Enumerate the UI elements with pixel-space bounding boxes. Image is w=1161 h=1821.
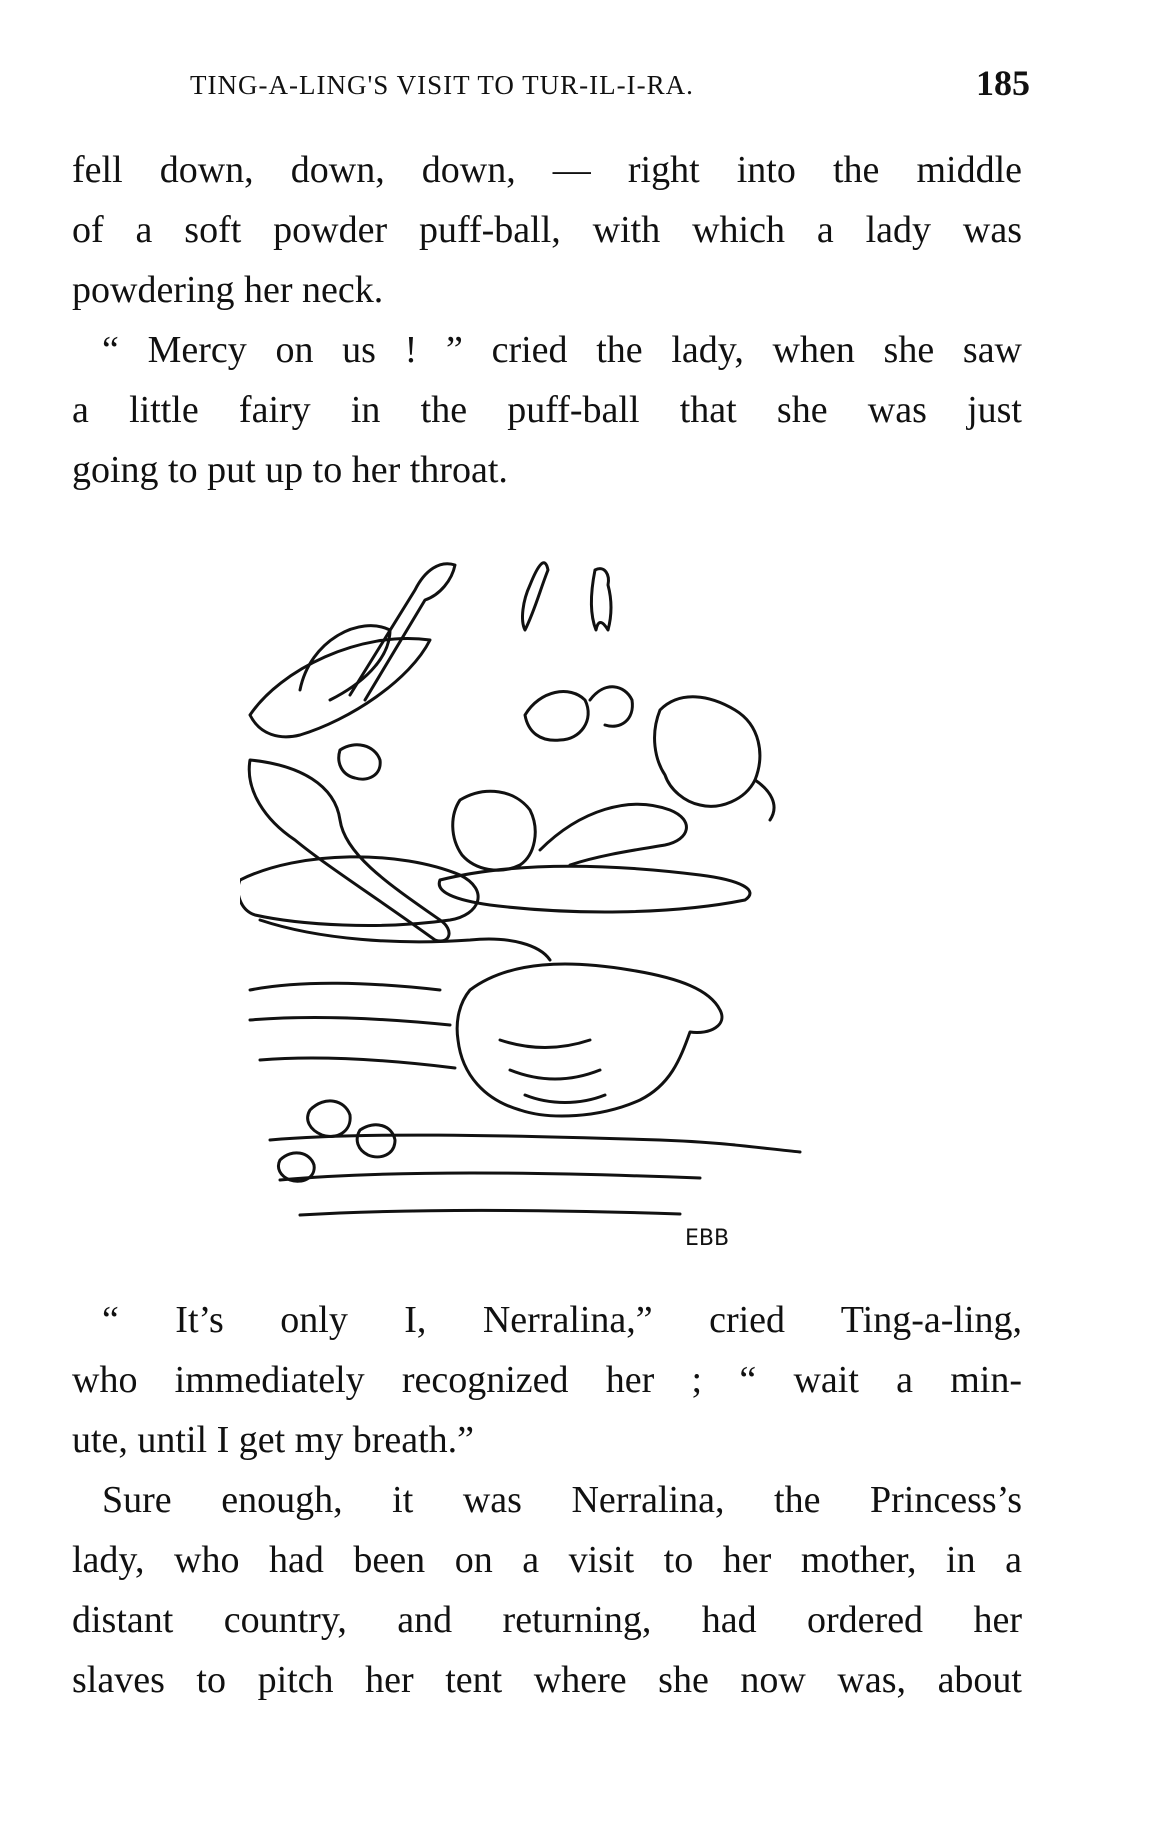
creature-tail xyxy=(755,780,774,820)
butterfly xyxy=(525,692,588,741)
text-line: lady, who had been on a visit to her mother, in a xyxy=(72,1539,1022,1581)
spoon-shape xyxy=(540,804,686,865)
tray-shape xyxy=(260,920,550,960)
illustration xyxy=(240,520,860,1260)
paragraph xyxy=(72,1290,1022,1470)
spoon-shape xyxy=(249,760,449,941)
butterfly xyxy=(590,687,632,726)
illustration-drawing xyxy=(240,520,860,1260)
cow xyxy=(453,791,535,870)
hand-fold xyxy=(510,1070,600,1079)
text-line: distant country, and returning, had ordered her xyxy=(72,1599,1022,1641)
ground-line xyxy=(250,983,440,990)
paragraph xyxy=(72,1470,1022,1710)
illustration-signature: EBB xyxy=(685,1226,730,1251)
text-line: Sure enough, it was Nerralina, the Princess’s xyxy=(102,1479,1022,1521)
flower xyxy=(308,1101,351,1137)
flower xyxy=(357,1125,395,1157)
text-line: fell down, down, down, — right into the middle xyxy=(72,149,1022,191)
falling-figure xyxy=(523,563,548,630)
falling-figure xyxy=(591,569,611,630)
ground-line xyxy=(250,1018,450,1025)
text-line: “ Mercy on us ! ” cried the lady, when she saw xyxy=(102,329,1022,371)
page-number: 185 xyxy=(976,63,1030,103)
hand-fold xyxy=(500,1040,590,1048)
boat-shape xyxy=(439,866,750,912)
hat-shape xyxy=(250,638,430,736)
ground-line xyxy=(300,1210,680,1215)
text-line: powdering her neck. xyxy=(72,269,384,311)
text-line: who immediately recognized her ; “ wait a min- xyxy=(72,1359,1022,1401)
small-creature xyxy=(339,745,380,779)
text-line: “ It’s only I, Nerralina,” cried Ting-a-ling, xyxy=(102,1299,1022,1341)
paragraph xyxy=(72,140,1022,320)
hat-spoon xyxy=(350,564,455,700)
ground-line xyxy=(260,1058,455,1068)
text-line: a little fairy in the puff-ball that she was just xyxy=(72,389,1022,431)
flower xyxy=(278,1153,314,1181)
running-head xyxy=(190,62,1030,112)
ground-line xyxy=(280,1173,700,1180)
hand-fold xyxy=(525,1095,605,1103)
running-title: TING-A-LING'S VISIT TO TUR-IL-I-RA. xyxy=(190,70,694,100)
creature xyxy=(655,697,760,806)
text-line: ute, until I get my breath.” xyxy=(72,1419,475,1461)
text-line: slaves to pitch her tent where she now was, about xyxy=(72,1659,1022,1701)
ground-line xyxy=(270,1135,800,1152)
text-line: going to put up to her throat. xyxy=(72,449,508,491)
text-line: of a soft powder puff-ball, with which a lady was xyxy=(72,209,1022,251)
paragraph xyxy=(72,320,1022,500)
